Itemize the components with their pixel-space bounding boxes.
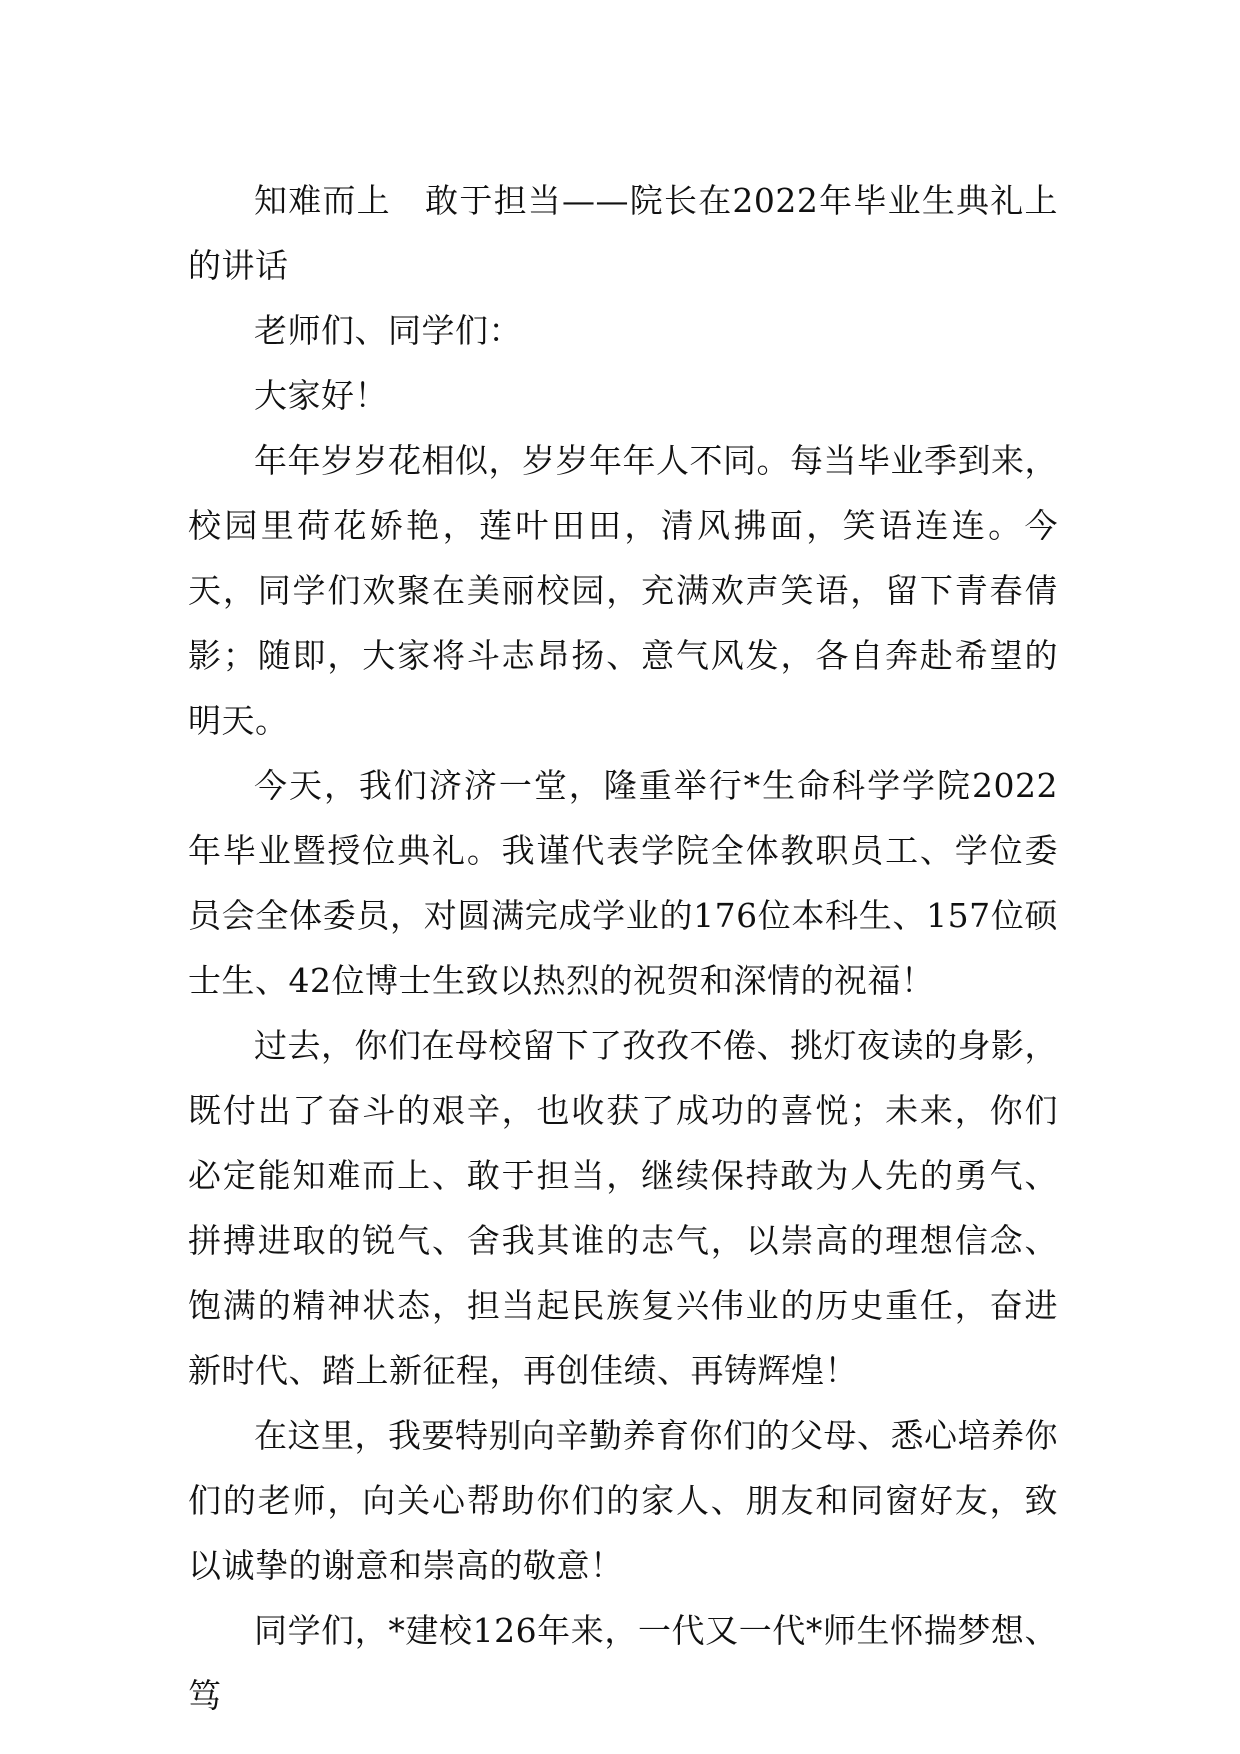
salutation: 老师们、同学们：: [254, 311, 522, 350]
greeting: 大家好！: [254, 376, 388, 415]
paragraph: 过去，你们在母校留下了孜孜不倦、挑灯夜读的身影，既付出了奋斗的艰辛，也收获了成功的喜悦；未来，你们必定能知难而上、敢于担当，继续保持敢为人先的勇气、拼搏进取的锐气、舍我其谁的志气，以崇高的理想信念、饱满的精神状态，担当起民族复兴伟业的历史重任，奋进新时代、踏上新征程，再创佳绩、再铸辉煌！: [188, 1026, 1058, 1390]
document-body: [188, 168, 1058, 1728]
paragraph: 今天，我们济济一堂，隆重举行*生命科学学院2022年毕业暨授位典礼。我谨代表学院全体教职员工、学位委员会全体委员，对圆满完成学业的176位本科生、157位硕士生、42位博士生致以热烈的祝贺和深情的祝福！: [188, 766, 1058, 1000]
paragraph: 在这里，我要特别向辛勤养育你们的父母、悉心培养你们的老师，向关心帮助你们的家人、朋友和同窗好友，致以诚挚的谢意和崇高的敬意！: [188, 1416, 1058, 1585]
paragraph: 同学们，*建校126年来，一代又一代*师生怀揣梦想、笃: [188, 1611, 1058, 1715]
document-title: 知难而上 敢于担当——院长在2022年毕业生典礼上的讲话: [188, 181, 1058, 285]
paragraph: 年年岁岁花相似，岁岁年年人不同。每当毕业季到来，校园里荷花娇艳，莲叶田田，清风拂面，笑语连连。今天，同学们欢聚在美丽校园，充满欢声笑语，留下青春倩影；随即，大家将斗志昂扬、意气风发，各自奔赴希望的明天。: [188, 441, 1058, 740]
